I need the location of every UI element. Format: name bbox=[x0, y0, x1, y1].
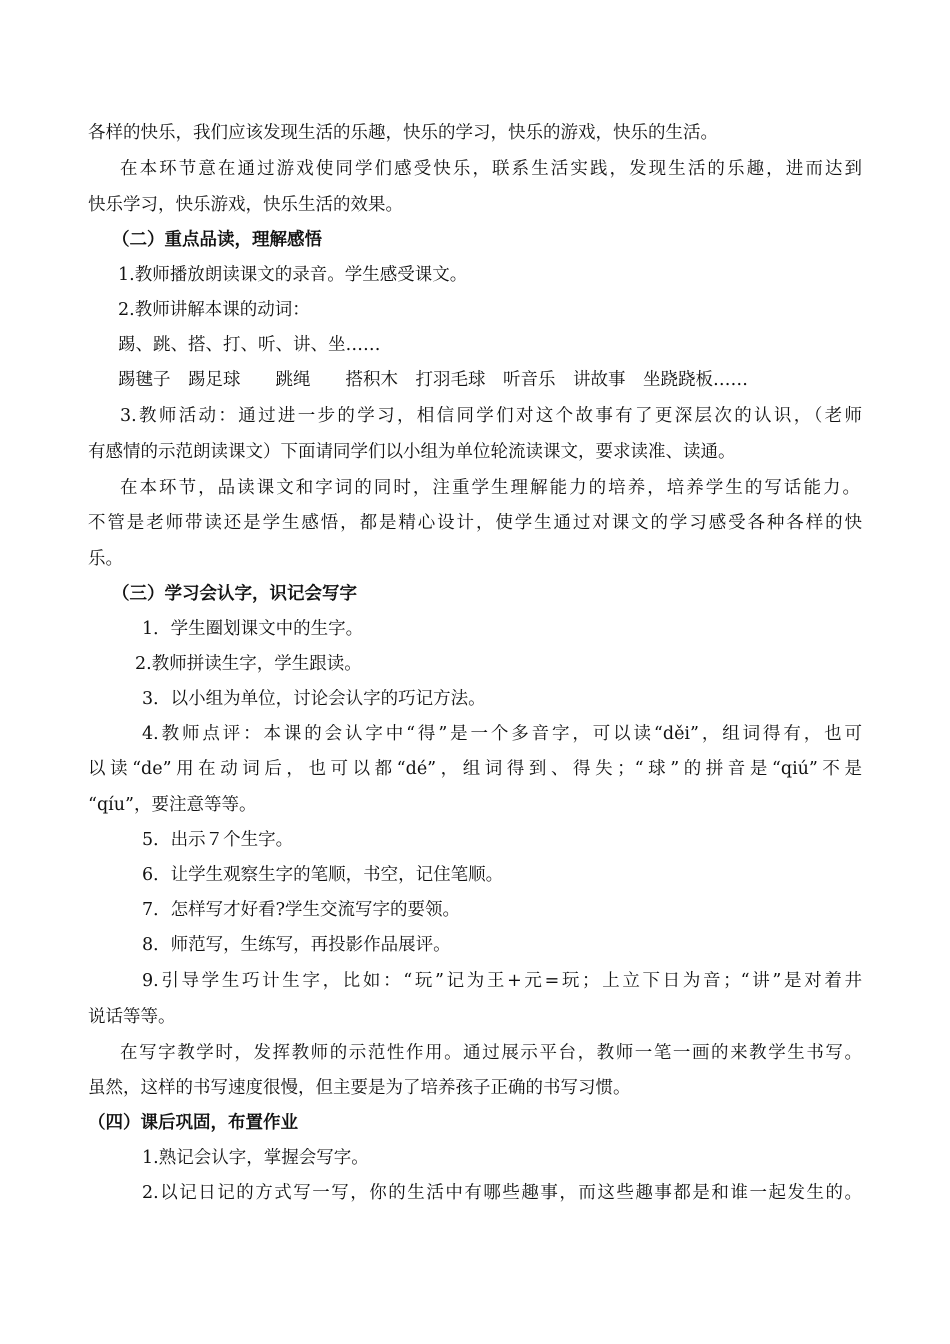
list-item: 1.熟记会认字，掌握会写字。 bbox=[142, 1148, 369, 1168]
list-item: 2.以记日记的方式写一写，你的生活中有哪些趣事，而这些趣事都是和谁一起发生的。 bbox=[142, 1183, 862, 1203]
paragraph-line: 以读“de”用在动词后，也可以都“dé”，组词得到、得失；“球”的拼音是“qiú”不是 bbox=[88, 759, 862, 779]
list-item: 1.教师播放朗读课文的录音。学生感受课文。 bbox=[118, 265, 468, 285]
list-item: 9.引导学生巧计生字，比如：“玩”记为王+元=玩；上立下日为音；“讲”是对着井 bbox=[142, 971, 862, 991]
paragraph-line: 乐。 bbox=[88, 549, 123, 569]
paragraph-line: 虽然，这样的书写速度很慢，但主要是为了培养孩子正确的书写习惯。 bbox=[88, 1078, 631, 1098]
section-heading: （四）课后巩固，布置作业 bbox=[88, 1113, 298, 1133]
list-item: 8．师范写，生练写，再投影作品展评。 bbox=[142, 935, 451, 955]
paragraph-line: 有感情的示范朗读课文）下面请同学们以小组为单位轮流读课文，要求读准、读通。 bbox=[88, 442, 736, 462]
paragraph-line: 在写字教学时，发挥教师的示范性作用。通过展示平台，教师一笔一画的来教学生书写。 bbox=[120, 1043, 862, 1063]
list-item: 3.教师活动：通过进一步的学习，相信同学们对这个故事有了更深层次的认识，（老师 bbox=[120, 406, 862, 426]
list-item: 4.教师点评：本课的会认字中“得”是一个多音字，可以读“děi”，组词得有，也可 bbox=[142, 724, 862, 744]
section-heading: （三）学习会认字，识记会写字 bbox=[112, 584, 357, 604]
list-item: 1．学生圈划课文中的生字。 bbox=[142, 619, 364, 639]
list-item: 3．以小组为单位，讨论会认字的巧记方法。 bbox=[142, 689, 486, 709]
list-item: 5．出示７个生字。 bbox=[142, 830, 294, 850]
paragraph-line: “qíu”，要注意等等。 bbox=[88, 795, 257, 815]
phrase-list: 踢毽子 踢足球 跳绳 搭积木 打羽毛球 听音乐 讲故事 坐跷跷板…… bbox=[118, 370, 748, 390]
paragraph-line: 不管是老师带读还是学生感悟，都是精心设计，使学生通过对课文的学习感受各种各样的快 bbox=[88, 513, 862, 533]
paragraph-line: 各样的快乐，我们应该发现生活的乐趣，快乐的学习，快乐的游戏，快乐的生活。 bbox=[88, 123, 718, 143]
list-item: 2.教师讲解本课的动词： bbox=[118, 300, 310, 320]
verb-list: 踢、跳、搭、打、听、讲、坐…… bbox=[118, 335, 381, 355]
paragraph-line: 在本环节，品读课文和字词的同时，注重学生理解能力的培养，培养学生的写话能力。 bbox=[120, 478, 860, 498]
paragraph-line: 在本环节意在通过游戏使同学们感受快乐，联系生活实践，发现生活的乐趣，进而达到 bbox=[120, 159, 862, 179]
paragraph-line: 说话等等。 bbox=[88, 1007, 176, 1027]
list-item: 7．怎样写才好看?学生交流写字的要领。 bbox=[142, 900, 461, 920]
list-item: 2.教师拼读生字，学生跟读。 bbox=[135, 654, 362, 674]
list-item: 6．让学生观察生字的笔顺，书空，记住笔顺。 bbox=[142, 865, 504, 885]
paragraph-line: 快乐学习，快乐游戏，快乐生活的效果。 bbox=[88, 195, 403, 215]
section-heading: （二）重点品读，理解感悟 bbox=[112, 230, 322, 250]
